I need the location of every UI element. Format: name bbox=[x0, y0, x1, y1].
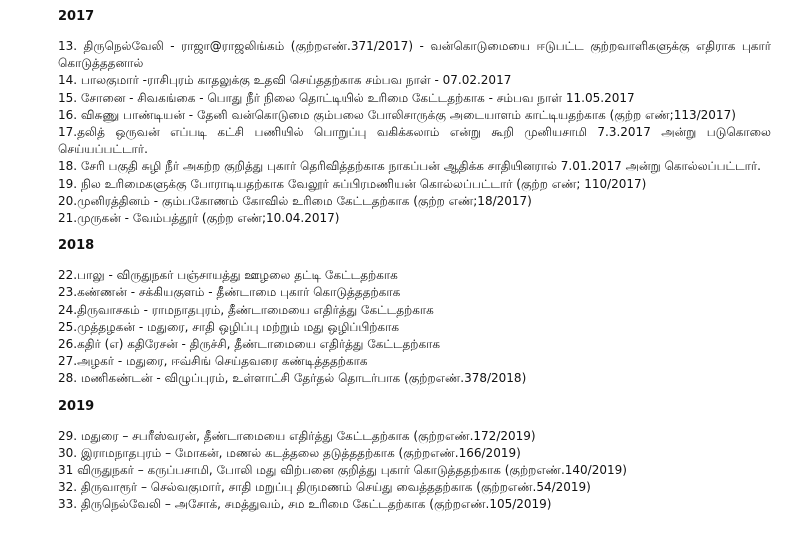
list-item: 24.திருவாசகம் - ராமநாதபுரம், தீண்டாமையை எதிர்த்து கேட்டதற்காக bbox=[58, 302, 434, 317]
list-item: 19. நில உரிமைகளுக்கு போராடியதற்காக வேலூர் சுப்பிரமணியன் கொல்லப்பட்டார் (குற்ற எண்; 110/2017) bbox=[58, 176, 647, 191]
list-item: 14. பாலகுமார் -ராசிபுரம் காதலுக்கு உதவி செய்ததற்காக சம்பவ நாள் - 07.02.2017 bbox=[58, 73, 512, 88]
list-item: 20.முனிரத்தினம் - கும்பகோணம் கோவில் உரிமை கேட்டதற்காக (குற்ற எண்;18/2017) bbox=[58, 193, 532, 208]
list-item: 29. மதுரை – சபரீஸ்வரன், தீண்டாமையை எதிர்த்து கேட்டதற்காக (குற்றஎண்.172/2019) bbox=[58, 428, 536, 443]
list-item: 22.பாலு - விருதுநகர் பஞ்சாயத்து ஊழலை தட்டி கேட்டதற்காக bbox=[58, 268, 398, 283]
list-item: 25.முத்தழகன் - மதுரை, சாதி ஒழிப்பு மற்றும் மது ஒழிப்பிற்காக bbox=[58, 319, 400, 334]
list-item: 23.கண்ணன் - சக்கியகுளம் - தீண்டாமை புகார் கொடுத்ததற்காக bbox=[58, 285, 401, 300]
section-2017 bbox=[58, 8, 771, 227]
list-item: 30. இராமநாதபுரம் – மோகன், மணல் கடத்தலை தடுத்ததற்காக (குற்றஎண்.166/2019) bbox=[58, 445, 521, 460]
list-item: 13. திருநெல்வேலி - ராஜா@ராஜலிங்கம் (குற்றஎண்.371/2017) - வன்கொடுமையை ஈடுபட்ட குற்றவாளிகளுக்கு எதிராக புகார் கொடுத்ததனால் bbox=[58, 39, 771, 71]
section-2019 bbox=[58, 398, 771, 514]
list-item: 33. திருநெல்வேலி – அசோக், சமத்துவம், சம உரிமை கேட்டதற்காக (குற்றஎண்.105/2019) bbox=[58, 497, 552, 512]
list-item: 16. விசுணு பாண்டியன் - தேனி வன்கொடுமை கும்பலை போலிசாருக்கு அடையாளம் காட்டியதற்காக (குற்ற எண்;113/2017) bbox=[58, 107, 736, 122]
year-heading: 2017 bbox=[58, 9, 95, 24]
year-heading: 2019 bbox=[58, 398, 95, 414]
list-item: 28. மணிகண்டன் - விழுப்புரம், உள்ளாட்சி தேர்தல் தொடர்பாக (குற்றஎண்.378/2018) bbox=[58, 371, 527, 386]
section-2018 bbox=[58, 237, 771, 387]
year-heading: 2018 bbox=[58, 238, 95, 254]
list-item: 15. சோனை - சிவகங்கை - பொது நீர் நிலை தொட்டியில் உரிமை கேட்டதற்காக - சம்பவ நாள் 11.05.2017 bbox=[58, 90, 635, 105]
list-item: 27.அழகர் - மதுரை, ஈவ்சிங் செய்தவரை கண்டித்ததற்காக bbox=[58, 354, 368, 369]
list-item: 26.கதிர் (எ) கதிரேசன் - திருச்சி, தீண்டாமையை எதிர்த்து கேட்டதற்காக bbox=[58, 337, 441, 352]
list-item: 18. சேரி பகுதி சுழி நீர் அகற்ற குறித்து புகார் தெரிவித்தற்காக நாகப்பன் ஆதிக்க சாதியினரால் 7.01.2017 அன்று கொல்லப்பட்டார். bbox=[58, 159, 761, 174]
list-item: 21.முருகன் - வேம்பத்தூர் (குற்ற எண்;10.04.2017) bbox=[58, 211, 340, 226]
list-item: 32. திருவாரூர் – செல்வகுமார், சாதி மறுப்பு திருமணம் செய்து வைத்ததற்காக (குற்றஎண்.54/2019) bbox=[58, 480, 591, 495]
list-item: 31 விருதுநகர் – கருப்பசாமி, போலி மது விற்பனை குறித்து புகார் கொடுத்ததற்காக (குற்றஎண்.140/2019) bbox=[58, 463, 627, 478]
list-item: 17.தலித் ஒருவன் எப்படி கட்சி பணியில் பொறுப்பு வகிக்கலாம் என்று கூறி முனியசாமி 7.3.2017 அன்று படுகொலை செய்யப்பட்டார். bbox=[58, 125, 771, 157]
